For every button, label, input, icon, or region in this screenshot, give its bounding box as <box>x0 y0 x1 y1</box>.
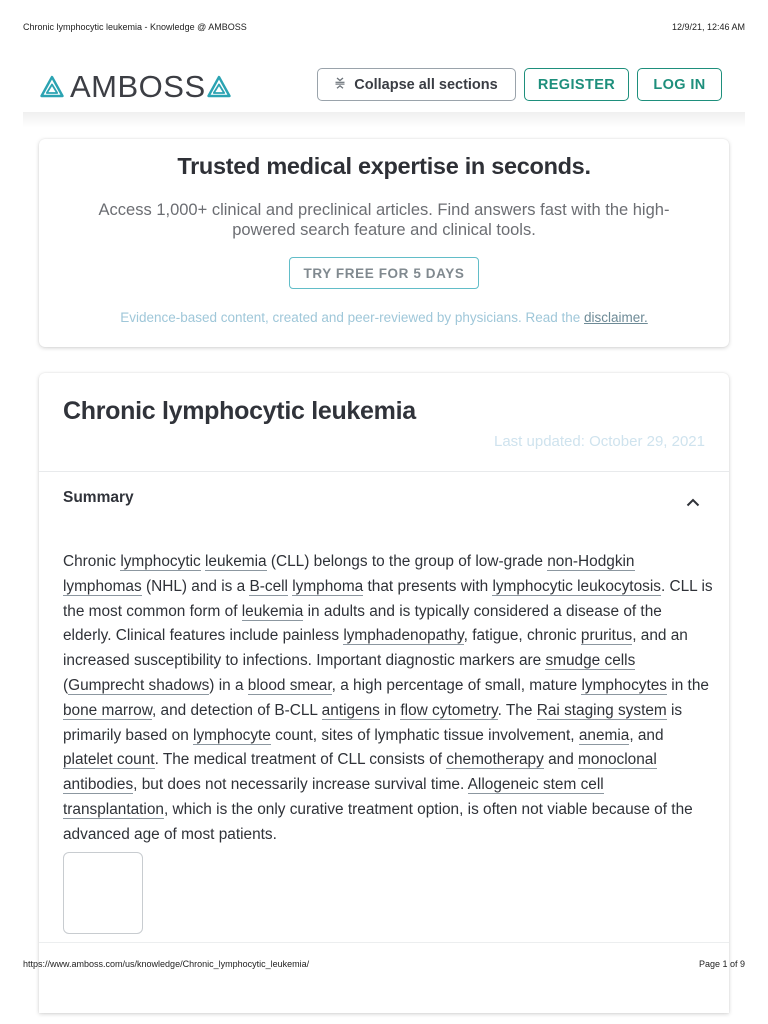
chevron-up-icon[interactable] <box>686 494 700 512</box>
glossary-link[interactable]: leukemia <box>241 602 304 620</box>
glossary-link[interactable]: bone marrow <box>63 701 152 719</box>
summary-text-run: , and an increased susceptibility to infections. Important diagnostic markers are <box>63 627 688 670</box>
summary-text-run: in adults and is typically considered a disease of the elderly. Clinical features include painless <box>63 602 662 645</box>
amboss-logo[interactable] <box>40 70 231 104</box>
media-thumbnail[interactable] <box>63 852 143 934</box>
promo-card <box>39 139 729 347</box>
glossary-link[interactable]: monoclonal antibodies <box>63 751 657 794</box>
summary-text-run: count, sites of lymphatic tissue involvement, <box>270 726 579 744</box>
summary-text-run: . The medical treatment of CLL consists of <box>154 751 447 769</box>
collapse-icon <box>335 76 345 94</box>
amboss-triangle-icon <box>40 75 64 99</box>
print-header <box>23 22 745 36</box>
glossary-link[interactable]: smudge cells <box>545 652 636 670</box>
evidence-text: Evidence-based content, created and peer-reviewed by physicians. Read the <box>120 310 581 325</box>
collapse-all-label: Collapse all sections <box>354 76 498 93</box>
glossary-link[interactable]: lymphocytes <box>581 676 668 694</box>
summary-text-run: (NHL) and is a <box>141 577 250 595</box>
glossary-link[interactable]: B-cell <box>249 577 288 595</box>
summary-text-run: Chronic <box>63 553 121 570</box>
glossary-link[interactable]: pruritus <box>580 627 633 645</box>
summary-text-run: and <box>543 751 579 769</box>
glossary-link[interactable]: flow cytometry <box>400 701 498 719</box>
glossary-link[interactable]: Allogeneic stem cell transplantation <box>63 776 604 818</box>
glossary-link[interactable]: Gumprecht shadows <box>68 676 210 694</box>
amboss-triangle-icon <box>207 75 231 99</box>
summary-text-run: , fatigue, chronic <box>463 627 581 645</box>
summary-text-run: , which is the only curative treatment option, is often not viable because of the advanced age of most patients. <box>63 800 693 843</box>
summary-text-run: (CLL) belongs to the group of low-grade <box>266 553 548 570</box>
summary-text-run: ) in a <box>209 676 248 694</box>
glossary-link[interactable]: non-Hodgkin lymphomas <box>63 553 635 595</box>
glossary-link[interactable]: anemia <box>578 726 630 744</box>
promo-description: Access 1,000+ clinical and preclinical articles. Find answers fast with the high-powered search feature and clinical tools. <box>98 201 670 239</box>
last-updated: Last updated: October 29, 2021 <box>494 433 705 450</box>
glossary-link[interactable]: lymphadenopathy <box>343 627 464 645</box>
summary-text-run: in <box>379 701 401 719</box>
summary-text-run: , but does not necessarily increase survival time. <box>133 776 468 794</box>
print-datetime: 12/9/21, 12:46 AM <box>671 22 745 32</box>
summary-text-run: , and detection of B-CLL <box>151 701 322 719</box>
login-button[interactable]: LOG IN <box>637 68 722 101</box>
print-url: https://www.amboss.com/us/knowledge/Chronic_lymphocytic_leukemia/ <box>23 959 310 969</box>
page-break-line <box>39 942 729 943</box>
logo-text: AMBOSS <box>70 69 206 104</box>
summary-text-run: , and <box>629 726 664 744</box>
glossary-link[interactable]: blood smear <box>247 676 332 694</box>
section-divider <box>39 471 729 472</box>
print-footer <box>23 959 745 973</box>
top-navigation <box>23 60 745 114</box>
summary-text-run: is primarily based on <box>63 701 683 744</box>
register-button[interactable]: REGISTER <box>524 68 629 101</box>
collapse-all-button[interactable] <box>317 68 516 101</box>
summary-text-run: . The <box>497 701 537 719</box>
glossary-link[interactable]: lymphocyte <box>193 726 271 744</box>
article-title: Chronic lymphocytic leukemia <box>63 397 416 425</box>
glossary-link[interactable]: Rai staging system <box>536 701 667 719</box>
header-shadow <box>23 112 745 128</box>
disclaimer-link[interactable]: disclaimer. <box>584 310 648 325</box>
summary-section-header[interactable]: Summary <box>63 489 134 506</box>
glossary-link[interactable]: lymphocytic leukocytosis <box>492 577 661 595</box>
glossary-link[interactable]: lymphocytic <box>120 553 201 570</box>
print-page: Page 1 of 9 <box>698 959 745 969</box>
evidence-note <box>39 310 729 325</box>
glossary-link[interactable]: antigens <box>321 701 380 719</box>
summary-text-run: in the <box>667 676 709 694</box>
try-free-button[interactable]: TRY FREE FOR 5 DAYS <box>289 257 479 289</box>
summary-text-run: . CLL is the most common form of <box>63 577 713 620</box>
summary-text-run: , a high percentage of small, mature <box>331 676 582 694</box>
print-title: Chronic lymphocytic leukemia - Knowledge @ AMBOSS <box>23 22 247 32</box>
glossary-link[interactable]: leukemia <box>205 553 267 570</box>
glossary-link[interactable]: platelet count <box>63 751 155 769</box>
summary-text-run: that presents with <box>363 577 493 595</box>
article-card <box>39 373 729 1013</box>
glossary-link[interactable]: chemotherapy <box>446 751 544 769</box>
summary-text-run: ( <box>63 676 69 694</box>
glossary-link[interactable]: lymphoma <box>292 577 364 595</box>
promo-title: Trusted medical expertise in seconds. <box>177 153 591 179</box>
summary-paragraph <box>63 550 713 848</box>
